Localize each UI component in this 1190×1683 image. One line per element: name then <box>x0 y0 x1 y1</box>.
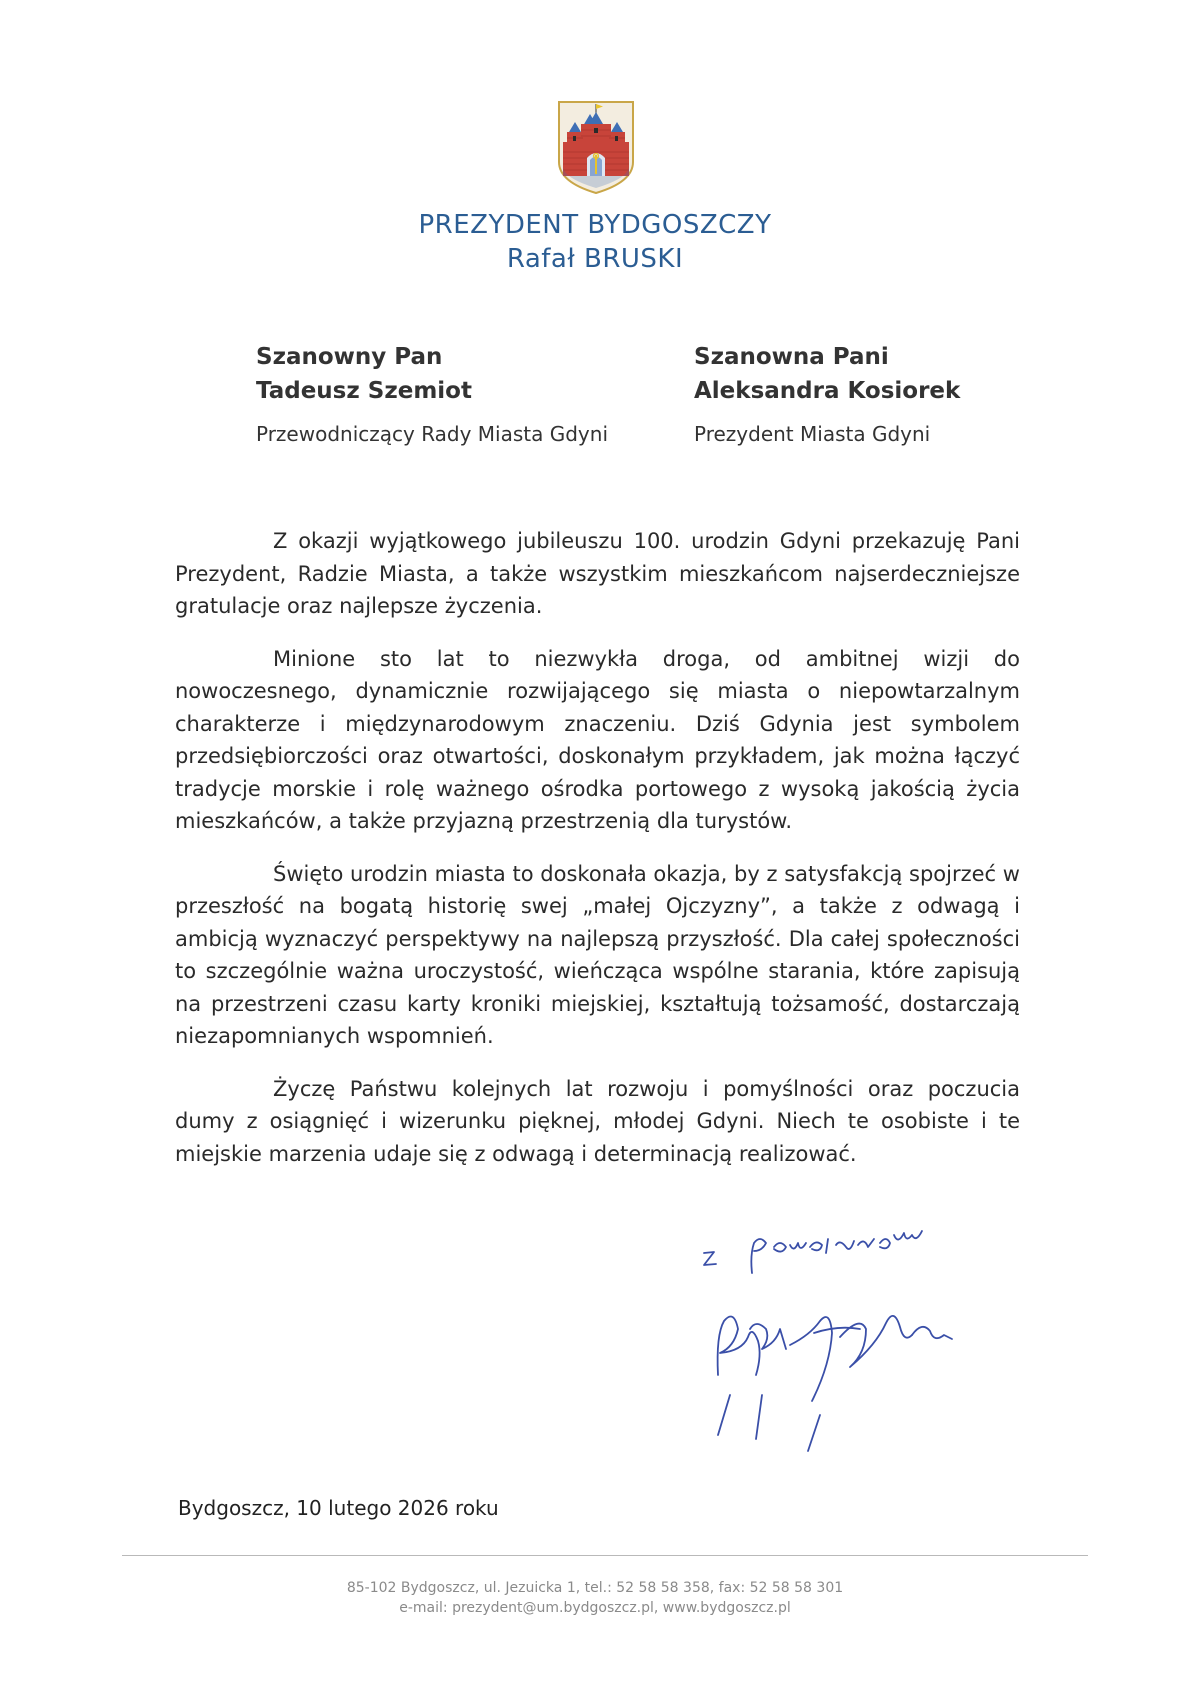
place-and-date: Bydgoszcz, 10 lutego 2026 roku <box>178 1496 499 1520</box>
handwritten-signature-icon <box>690 1225 1030 1455</box>
footer-divider <box>122 1555 1088 1556</box>
addressee-mayor <box>694 340 960 448</box>
body-paragraph: Minione sto lat to niezwykła droga, od ambitnej wizji do nowoczesnego, dynamicznie rozwijającego się miasta o niepowtarzalnym charakterze i międzynarodowym znaczeniu. Dziś Gdynia jest symbolem przedsiębiorczości oraz otwartości, doskonałym przykładem, jak można łączyć tradycje morskie i rolę ważnego ośrodka portowego z wysoką jakością życia mieszkańców, a także przyjazną przestrzenią dla turystów. <box>175 646 1020 833</box>
addressee-name: Aleksandra Kosiorek <box>694 378 961 404</box>
footer <box>0 1578 1190 1618</box>
addressee-name: Tadeusz Szemiot <box>256 378 472 404</box>
letterhead-name: Rafał BRUSKI <box>506 244 684 274</box>
footer-contact: e-mail: prezydent@um.bydgoszcz.pl, www.bydgoszcz.pl <box>399 1600 791 1616</box>
addressee-chairman <box>256 340 608 448</box>
footer-address: 85-102 Bydgoszcz, ul. Jezuicka 1, tel.: 52 58 58 358, fax: 52 58 58 301 <box>346 1580 844 1596</box>
addressee-role: Prezydent Miasta Gdyni <box>694 422 931 446</box>
letterhead <box>0 208 1190 276</box>
addressee-role: Przewodniczący Rady Miasta Gdyni <box>256 422 609 446</box>
body-paragraph: Życzę Państwu kolejnych lat rozwoju i pomyślności oraz poczucia dumy z osiągnięć i wizerunku pięknej, młodej Gdyni. Niech te osobiste i te miejskie marzenia udaje się z odwagą i determinacją realizować. <box>175 1076 1020 1166</box>
bydgoszcz-coat-of-arms-icon <box>557 100 635 195</box>
body-paragraph: Z okazji wyjątkowego jubileuszu 100. urodzin Gdyni przekazuję Pani Prezydent, Radzie Miasta, a także wszystkim mieszkańcom najserdeczniejsze gratulacje oraz najlepsze życzenia. <box>175 529 1020 618</box>
letter-body <box>175 525 1020 1190</box>
addressee-salutation: Szanowny Pan <box>256 344 443 370</box>
body-paragraph: Święto urodzin miasta to doskonała okazja, by z satysfakcją spojrzeć w przeszłość na bogatą historię swej „małej Ojczyzny”, a także z odwagą i ambicją wyznaczyć perspektywy na najlepszą przyszłość. Dla całej społeczności to szczególnie ważna uroczystość, wieńcząca wspólne starania, które zapisują na przestrzeni czasu karty kroniki miejskiej, kształtują tożsamość, dostarczają niezapomnianych wspomnień. <box>175 861 1020 1048</box>
letterhead-title: PREZYDENT BYDGOSZCZY <box>418 210 772 240</box>
addressee-salutation: Szanowna Pani <box>694 344 889 370</box>
